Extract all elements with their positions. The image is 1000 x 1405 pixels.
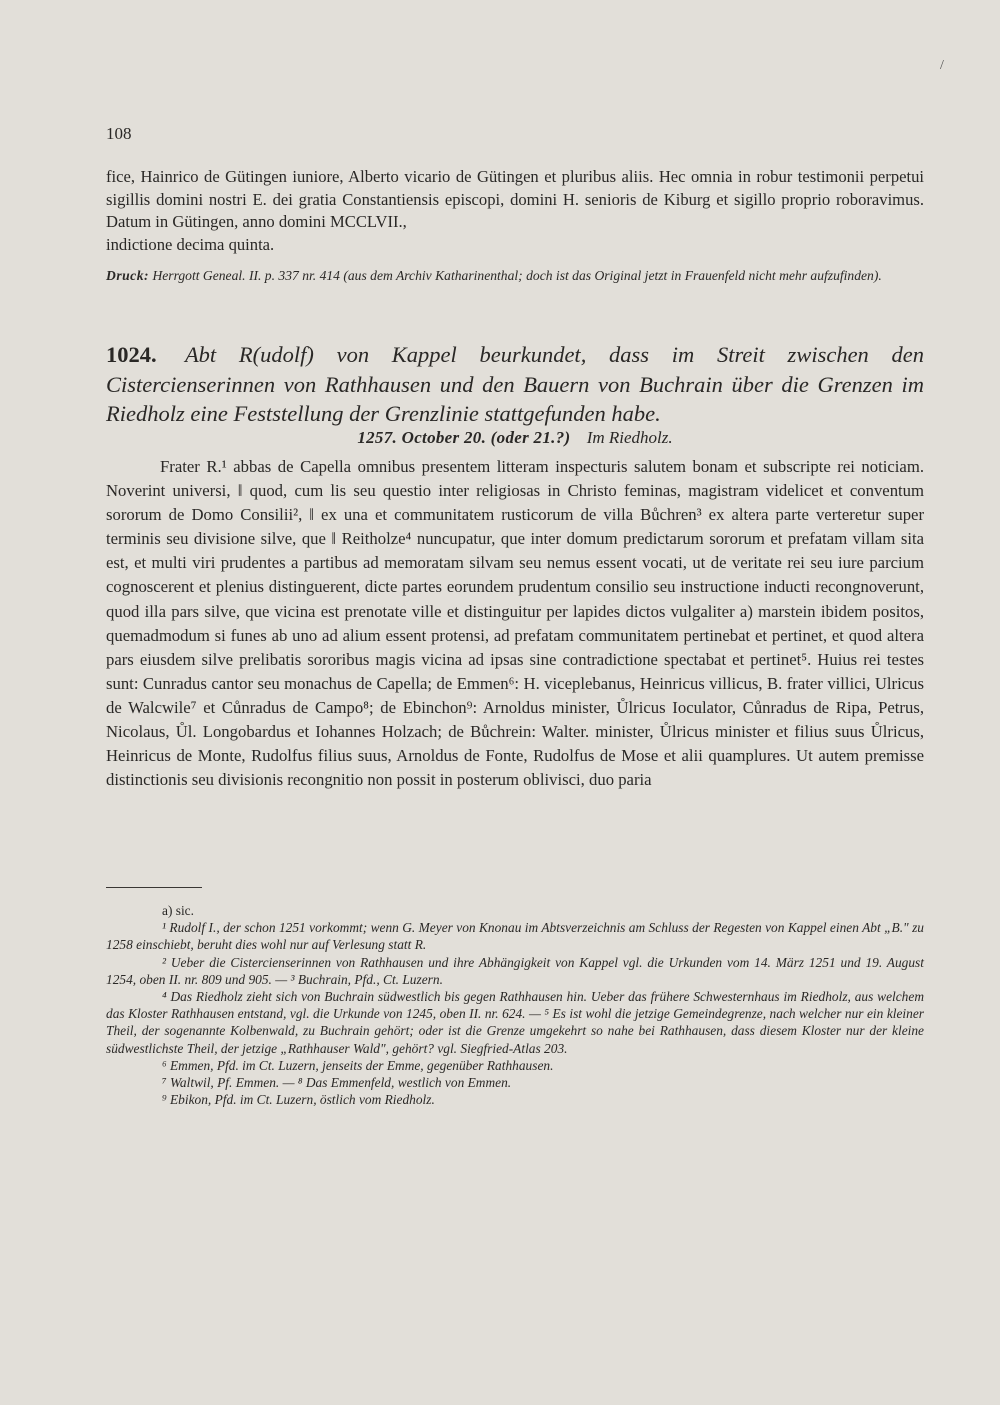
charter-paragraph: Frater R.¹ abbas de Capella omnibus presentem litteram inspecturis salutem bonam et subscripte rei noticiam. Noverint universi, ‖ quod, cum lis seu questio inter religiosas in Christo feminas, magistram videlicet et conventum sororum de Domo Consilii², ‖ ex una et communitatem rusticorum de villa Bůchren³ ex altera parte verteretur super terminis seu divisione silve, que ‖ Reitholze⁴ nuncupatur, que inter domum predictarum sororum et prefatam villam sita est, et multi viri prudentes a partibus ad memoratam silvam seu nemus essent vocati, ut de veritate rei seu iure parcium cognoscerent et plenius distinguerent, dicte partes eorundem prudentum consilio seu instructione inducti recongnoverunt, quod illa pars silve, que vicina est prenotate ville et distinguitur per lapides dictos vulgaliter a) marstein ibidem positos, quemadmodum si funes ab uno ad alium essent protensi, ad prefatam communitatem pertinebat et pertinet, et quod altera pars eiusdem silve prelibatis sororibus magis vicina ad ipsas sine contradictione spectabat et pertinet⁵. Huius rei testes sunt: Cunradus cantor seu monachus de Capella; de Emmen⁶: H. viceplebanus, Heinricus villicus, B. frater villici, Ulricus de Walcwile⁷ et Cůnradus de Campo⁸; de Ebinchon⁹: Arnoldus minister, Ůlricus Ioculator, Cůnradus de Ripa, Petrus, Nicolaus, Ůl. Longobardus et Iohannes Holzach; de Bůchrein: Walter. minister, Ůlricus minister et filius suus Ůlricus, Heinricus de Monte, Rudolfus filius suus, Arnoldus de Fonte, Rudolfus de Mose et alii quamplures. Ut autem premisse distinctionis seu divisionis recongnitio non possit in posterum oblivisci, duo paria bbox=[106, 457, 924, 790]
previous-entry-line: indictione decima quinta. bbox=[106, 234, 275, 254]
print-source-label: Druck: bbox=[106, 268, 150, 283]
entry-number: 1024. bbox=[106, 342, 157, 367]
charter-text bbox=[106, 455, 924, 792]
previous-entry-line: fice, Hainrico de Gütingen iuniore, Alberto vicario de Gütingen et pluribus aliis. Hec omnia in robur testimonii perpetui sigillis domini nostri E. dei gratia Constantiensis episcopi, domini H. senioris de Kiburg et sigillo proprio roboravimus. Datum in Gütingen, anno domini MCCLVII., bbox=[106, 167, 924, 232]
footnote-separator bbox=[106, 887, 202, 888]
previous-entry-text bbox=[106, 166, 924, 256]
footnote: ⁹ Ebikon, Pfd. im Ct. Luzern, östlich vom Riedholz. bbox=[162, 1092, 435, 1108]
print-source-text: Herrgott Geneal. II. p. 337 nr. 414 (aus dem Archiv Katharinenthal; doch ist das Original jetzt in Frauenfeld nicht mehr aufzufinden). bbox=[152, 268, 882, 283]
footnote: ² Ueber die Cistercienserinnen von Rathhausen und ihre Abhängigkeit von Kappel vgl. die Urkunden vom 14. März 1251 und 19. August 1254, oben II. nr. 809 und 905. — ³ Buchrain, Pfd., Ct. Luzern. bbox=[106, 954, 924, 987]
entry-dateline bbox=[106, 428, 924, 448]
footnote: ⁷ Waltwil, Pf. Emmen. — ⁸ Das Emmenfeld, westlich von Emmen. bbox=[162, 1075, 512, 1091]
footnote: a) sic. bbox=[162, 903, 194, 918]
footnote: ¹ Rudolf I., der schon 1251 vorkommt; wenn G. Meyer von Knonau im Abtsverzeichnis am Schluss der Regesten von Kappel einen Abt „B." zu 1258 einschiebt, beruht dies wohl nur auf Verlesung statt R. bbox=[106, 920, 924, 953]
footnotes bbox=[106, 902, 924, 1108]
entry-place: Im Riedholz. bbox=[586, 428, 673, 447]
entry-title: Abt R(udolf) von Kappel beurkundet, dass im Streit zwischen den Cistercienserinnen von Rathhausen und den Bauern von Buchrain über die Grenzen im Riedholz eine Feststellung der Grenzlinie stattgefunden habe. bbox=[106, 342, 924, 426]
page-number: 108 bbox=[106, 124, 132, 143]
entry-heading bbox=[106, 340, 924, 429]
footnote: ⁴ Das Riedholz zieht sich von Buchrain südwestlich bis gegen Rathhausen hin. Ueber das frühere Schwesternhaus im Riedholz, aus welchem das Kloster Rathhausen entstand, vgl. die Urkunde von 1245, oben II. nr. 624. — ⁵ Es ist wohl die jetzige Gemeindegrenze, nach welcher nur ein kleiner Theil, der sogenannte Kolbenwald, zu Buchrain gehört; oder ist die Grenze umgekehrt so nahe bei Rathhausen, dass diesem Kloster nur der kleine südwestlichste Theil, der jetzige „Rathhauser Wald", gehört? vgl. Siegfried-Atlas 203. bbox=[106, 989, 924, 1056]
print-source-note bbox=[106, 266, 924, 285]
footnote: ⁶ Emmen, Pfd. im Ct. Luzern, jenseits der Emme, gegenüber Rathhausen. bbox=[162, 1057, 554, 1073]
corner-mark: / bbox=[940, 58, 944, 73]
entry-date: 1257. October 20. (oder 21.?) bbox=[357, 428, 571, 447]
